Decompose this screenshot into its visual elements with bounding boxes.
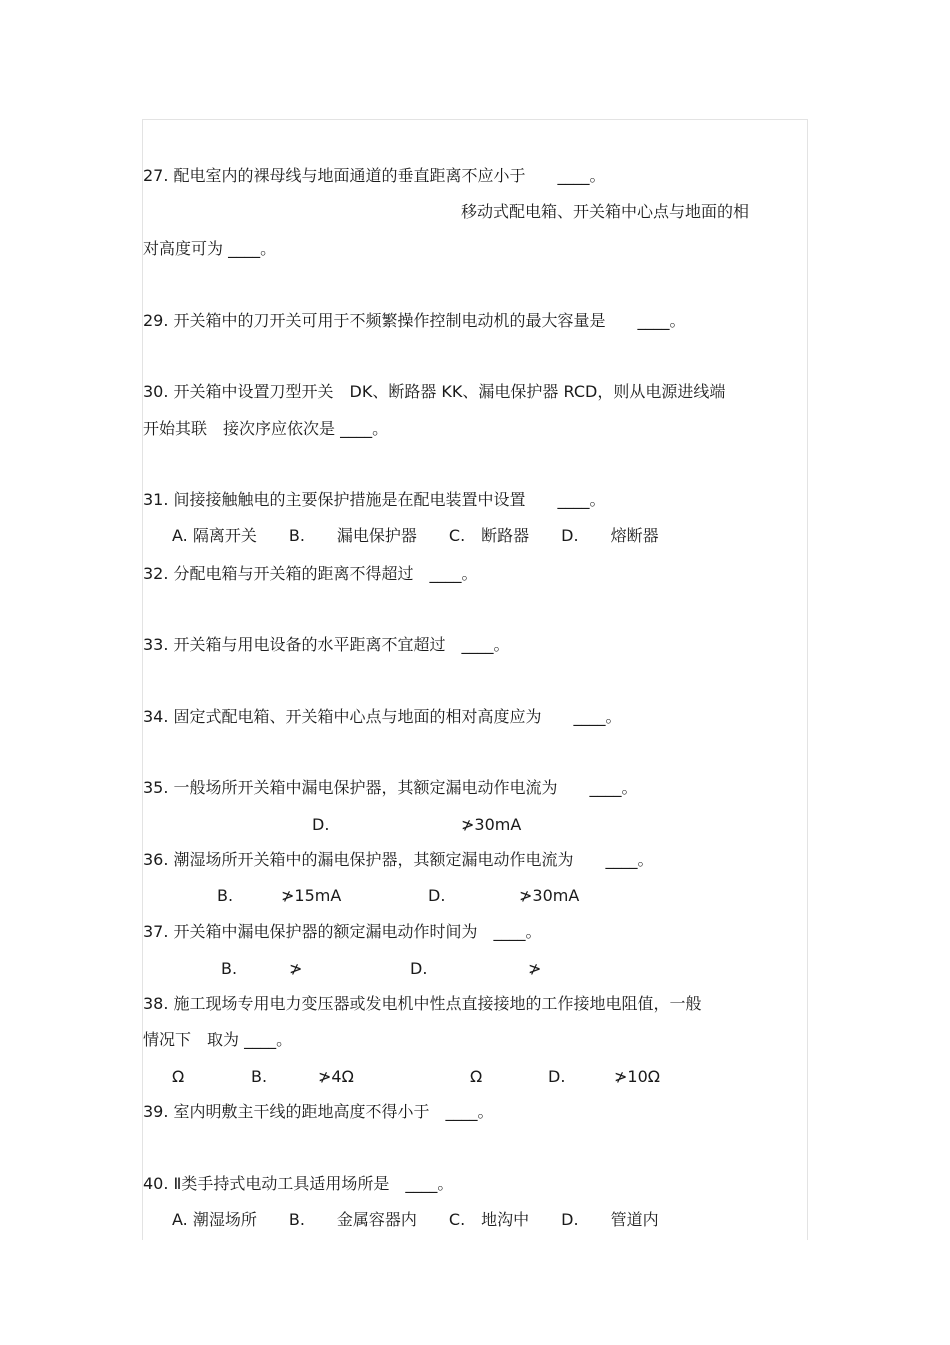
question-39: 39. 室内明敷主干线的距地高度不得小于 ____。 — [143, 1102, 494, 1121]
question-27: 27. 配电室内的裸母线与地面通道的垂直距离不应小于 ____。 — [143, 166, 606, 185]
question-40-options: A. 潮湿场所 B. 金属容器内 C. 地沟中 D. 管道内 — [172, 1210, 659, 1229]
q37-option-b-label: B. — [221, 959, 238, 978]
question-40: 40. Ⅱ类手持式电动工具适用场所是 ____。 — [143, 1174, 454, 1193]
q38-option-b-value: ≯4Ω — [318, 1067, 354, 1086]
q38-option-c-unit: Ω — [470, 1067, 483, 1086]
q38-option-d-label: D. — [548, 1067, 566, 1086]
question-30-line-1: 30. 开关箱中设置刀型开关 DK、断路器 KK、漏电保护器 RCD，则从电源进线端 — [143, 382, 726, 401]
question-32: 32. 分配电箱与开关箱的距离不得超过 ____。 — [143, 564, 478, 583]
q36-option-b-label: B. — [217, 886, 234, 905]
question-28-line-1: 移动式配电箱、开关箱中心点与地面的相 — [461, 202, 750, 221]
q36-option-d-label: D. — [428, 886, 446, 905]
q37-option-d-value: ≯ — [528, 959, 542, 978]
question-31: 31. 间接接触触电的主要保护措施是在配电装置中设置 ____。 — [143, 490, 606, 509]
q37-option-d-label: D. — [410, 959, 428, 978]
q37-option-b-value: ≯ — [289, 959, 303, 978]
question-34: 34. 固定式配电箱、开关箱中心点与地面的相对高度应为 ____。 — [143, 707, 622, 726]
q38-option-b-label: B. — [251, 1067, 268, 1086]
question-38-line-1: 38. 施工现场专用电力变压器或发电机中性点直接接地的工作接地电阻值，一般 — [143, 994, 702, 1013]
question-31-options: A. 隔离开关 B. 漏电保护器 C. 断路器 D. 熔断器 — [172, 526, 659, 545]
question-29: 29. 开关箱中的刀开关可用于不频繁操作控制电动机的最大容量是 ____。 — [143, 311, 686, 330]
question-35: 35. 一般场所开关箱中漏电保护器，其额定漏电动作电流为 ____。 — [143, 778, 638, 797]
question-38-line-2: 情况下 取为 ____。 — [143, 1030, 293, 1049]
question-36: 36. 潮湿场所开关箱中的漏电保护器，其额定漏电动作电流为 ____。 — [143, 850, 654, 869]
q38-option-a-unit: Ω — [172, 1067, 185, 1086]
q38-option-d-value: ≯10Ω — [614, 1067, 660, 1086]
q35-option-d-value: ≯30mA — [461, 815, 522, 834]
question-33: 33. 开关箱与用电设备的水平距离不宜超过 ____。 — [143, 635, 510, 654]
question-28-line-2: 对高度可为 ____。 — [143, 239, 277, 258]
q35-option-d-label: D. — [312, 815, 330, 834]
q36-option-d-value: ≯30mA — [519, 886, 580, 905]
question-30-line-2: 开始其联 接次序应依次是 ____。 — [143, 419, 389, 438]
question-37: 37. 开关箱中漏电保护器的额定漏电动作时间为 ____。 — [143, 922, 542, 941]
q36-option-b-value: ≯15mA — [281, 886, 342, 905]
